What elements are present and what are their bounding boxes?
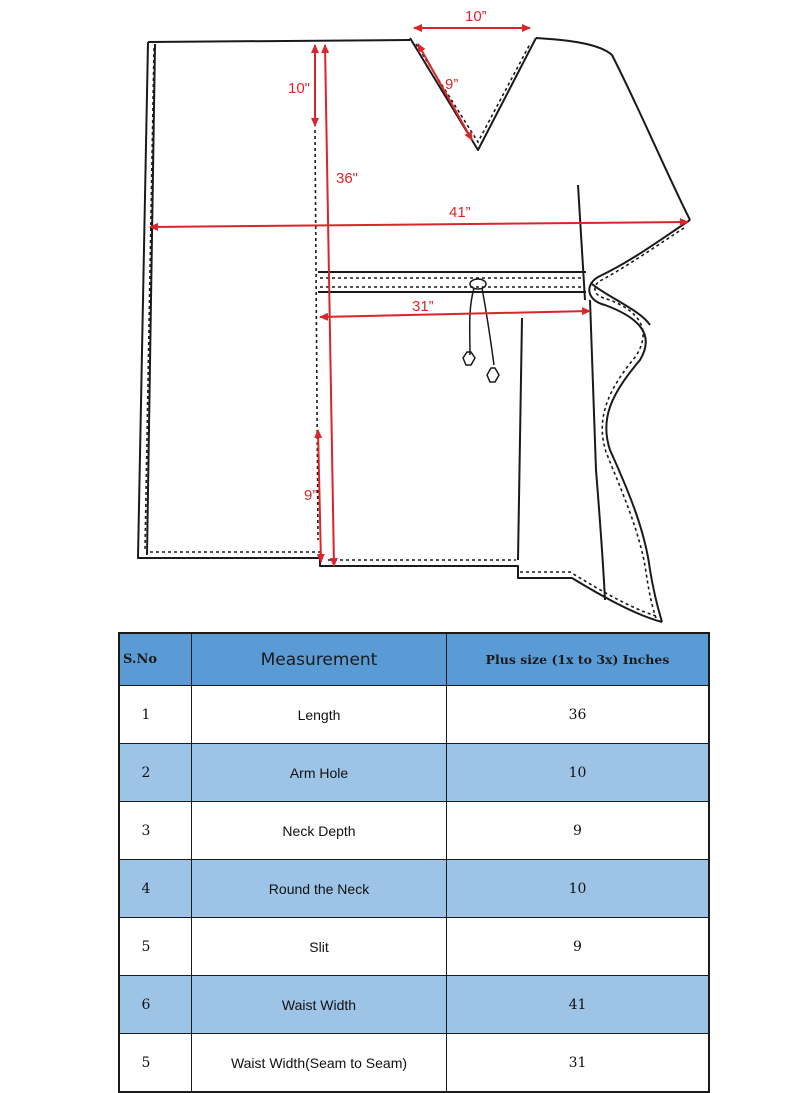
- table-row: [119, 918, 709, 976]
- table-row: [119, 860, 709, 918]
- table-row: [119, 976, 709, 1034]
- cell-measurement: Round the Neck: [192, 860, 447, 918]
- right-drape: [589, 220, 690, 622]
- cell-value: 9: [447, 918, 710, 976]
- table-header-row: [119, 633, 709, 686]
- waist-width-line: [150, 222, 688, 227]
- cell-value: 10: [447, 860, 710, 918]
- garment-outline: [138, 38, 690, 622]
- cell-sno: 4: [119, 860, 192, 918]
- neck-depth-label: 9”: [445, 76, 459, 93]
- armhole-label: 10": [288, 80, 311, 97]
- header-sno: S.No: [119, 633, 192, 686]
- inner-seam-right: [590, 300, 605, 600]
- stitch-neck: [416, 44, 530, 142]
- cell-sno: 2: [119, 744, 192, 802]
- length-label: 36": [336, 170, 359, 187]
- header-measurement: Measurement: [192, 633, 447, 686]
- dimension-lines: [150, 28, 688, 566]
- cell-measurement: Arm Hole: [192, 744, 447, 802]
- dimension-labels: [288, 8, 487, 504]
- garment-left-panel: [138, 40, 662, 622]
- cell-measurement: Length: [192, 686, 447, 744]
- cell-sno: 3: [119, 802, 192, 860]
- right-panel-line: [578, 185, 585, 300]
- cell-value: 36: [447, 686, 710, 744]
- waist-width-label: 41”: [449, 204, 471, 221]
- drawstring: [463, 279, 499, 382]
- cell-value: 41: [447, 976, 710, 1034]
- stitch-center: [315, 130, 318, 540]
- cell-sno: 5: [119, 918, 192, 976]
- size-chart-table: [118, 632, 710, 1093]
- cell-sno: 5: [119, 1034, 192, 1093]
- cell-sno: 6: [119, 976, 192, 1034]
- stitch-drape: [595, 228, 684, 618]
- table-row: [119, 744, 709, 802]
- cell-value: 9: [447, 802, 710, 860]
- table-row: [119, 802, 709, 860]
- cell-value: 10: [447, 744, 710, 802]
- header-size: Plus size (1x to 3x) Inches: [447, 633, 710, 686]
- slit-label: 9”: [304, 487, 318, 504]
- table-row: [119, 686, 709, 744]
- neck-outline: [410, 38, 536, 150]
- cell-measurement: Waist Width: [192, 976, 447, 1034]
- cell-value: 31: [447, 1034, 710, 1093]
- seam-width-line: [320, 311, 590, 317]
- stitch-lines: [145, 44, 684, 618]
- cell-measurement: Waist Width(Seam to Seam): [192, 1034, 447, 1093]
- cell-sno: 1: [119, 686, 192, 744]
- neck-width-label: 10”: [465, 8, 487, 25]
- cell-measurement: Neck Depth: [192, 802, 447, 860]
- table-row: [119, 1034, 709, 1093]
- cell-measurement: Slit: [192, 918, 447, 976]
- seam-width-label: 31”: [412, 298, 434, 315]
- length-line: [325, 45, 334, 566]
- shoulder-right: [536, 38, 690, 220]
- front-panel-edge: [518, 318, 522, 560]
- inner-left-line: [147, 44, 155, 555]
